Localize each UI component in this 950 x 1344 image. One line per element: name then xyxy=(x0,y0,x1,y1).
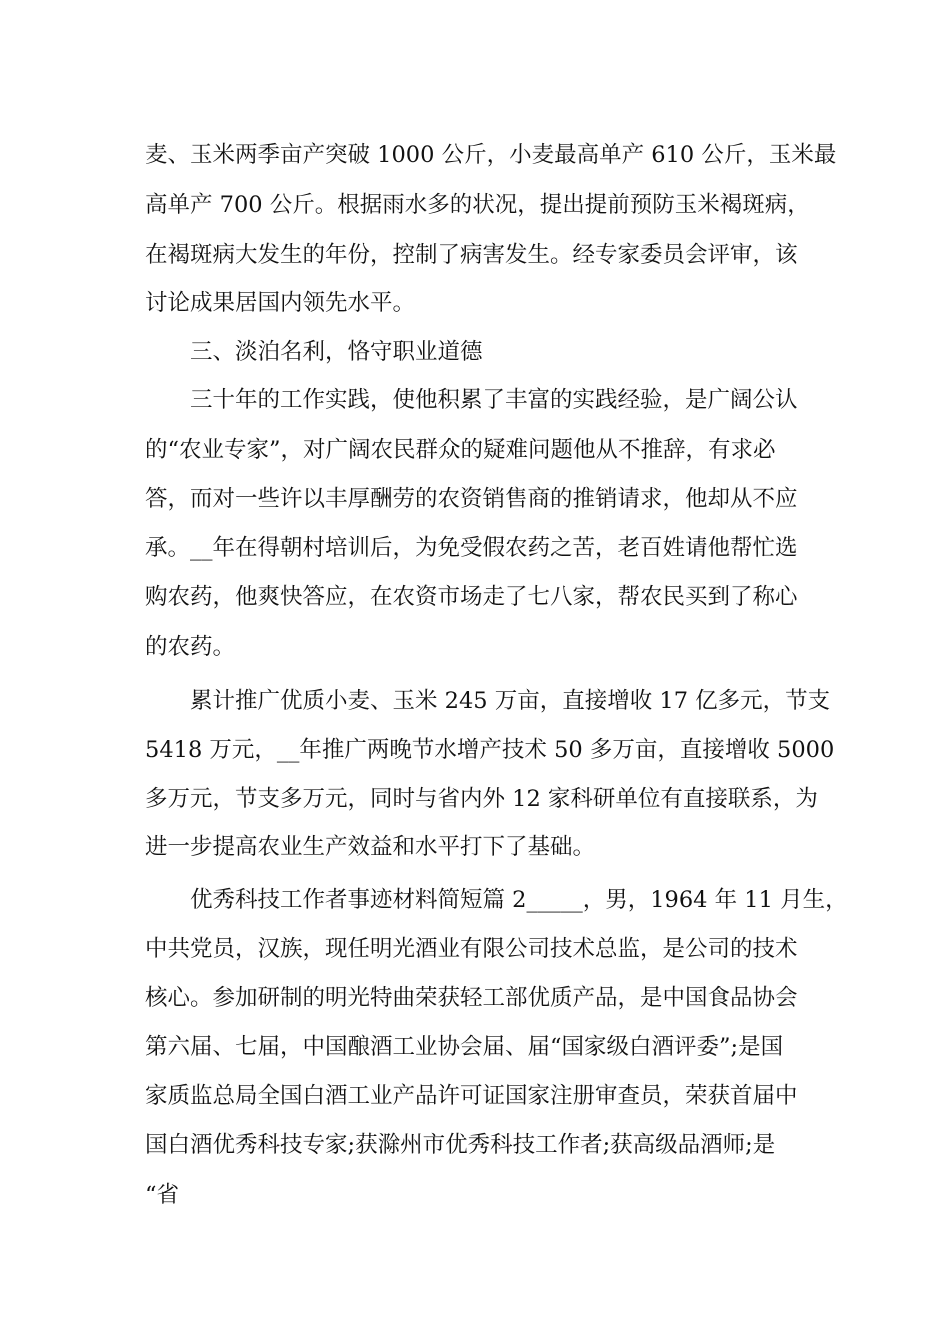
text-line: 第六届、七届，中国酿酒工业协会届、届“国家级白酒评委”;是国 xyxy=(145,1034,784,1060)
text-line: 家质监总局全国白酒工业产品许可证国家注册审查员，荣获首届中 xyxy=(145,1083,798,1109)
text-line: 中共党员，汉族，现任明光酒业有限公司技术总监，是公司的技术 xyxy=(145,936,798,962)
text-line: 累计推广优质小麦、玉米 245 万亩，直接增收 17 亿多元，节支 xyxy=(190,688,831,714)
text-line: 5418 万元，__年推广两晚节水增产技术 50 多万亩，直接增收 5000 xyxy=(145,737,835,763)
text-line: 三十年的工作实践，使他积累了丰富的实践经验，是广阔公认 xyxy=(190,387,798,413)
text-line: 麦、玉米两季亩产突破 1000 公斤，小麦最高单产 610 公斤，玉米最 xyxy=(145,142,837,168)
text-line: 答，而对一些许以丰厚酬劳的农资销售商的推销请求，他却从不应 xyxy=(145,486,798,512)
text-line: 多万元，节支多万元，同时与省内外 12 家科研单位有直接联系，为 xyxy=(145,786,818,812)
text-line: 的农药。 xyxy=(145,634,236,660)
text-line: 优秀科技工作者事迹材料简短篇 2_____，男，1964 年 11 月生， xyxy=(190,887,848,913)
text-line: 讨论成果居国内领先水平。 xyxy=(145,290,416,316)
text-line: 承。__年在得朝村培训后，为免受假农药之苦，老百姓请他帮忙选 xyxy=(145,535,798,561)
text-line: 的“农业专家”，对广阔农民群众的疑难问题他从不推辞，有求必 xyxy=(145,437,776,463)
text-line: 进一步提高农业生产效益和水平打下了基础。 xyxy=(145,834,596,860)
text-line: 购农药，他爽快答应，在农资市场走了七八家，帮农民买到了称心 xyxy=(145,584,798,610)
text-line: 高单产 700 公斤。根据雨水多的状况，提出提前预防玉米褐斑病， xyxy=(145,192,810,218)
text-line: 核心。参加研制的明光特曲荣获轻工部优质产品，是中国食品协会 xyxy=(145,985,798,1011)
text-line: “省 xyxy=(145,1182,180,1208)
section-heading: 三、淡泊名利，恪守职业道德 xyxy=(190,339,483,365)
text-line: 在褐斑病大发生的年份，控制了病害发生。经专家委员会评审，该 xyxy=(145,242,798,268)
text-line: 国白酒优秀科技专家;获滁州市优秀科技工作者;获高级品酒师;是 xyxy=(145,1132,776,1158)
